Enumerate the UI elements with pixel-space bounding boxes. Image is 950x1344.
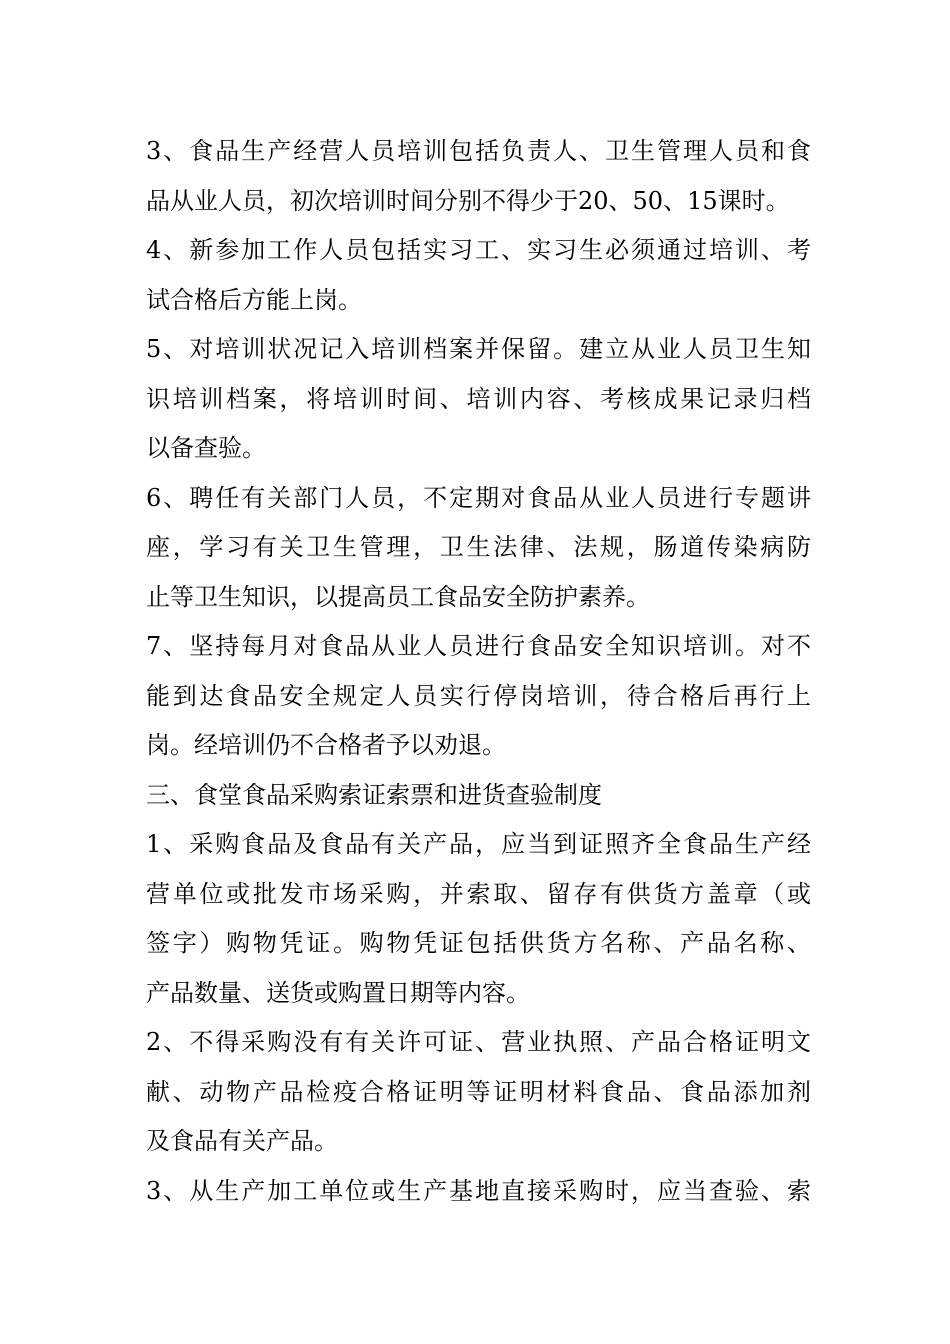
text-line: 5、对培训状况记入培训档案并保留。建立从业人员卫生知: [146, 335, 811, 363]
text-line: 3、从生产加工单位或生产基地直接采购时，应当查验、索: [146, 1176, 811, 1205]
paragraph-lectures: [146, 474, 811, 623]
text-line: 止等卫生知识，以提高员工食品安全防护素养。: [146, 582, 650, 611]
paragraph-training-hours: [146, 127, 811, 226]
text-line: 岗。经培训仍不合格者予以劝退。: [146, 731, 506, 759]
text-line: 及食品有关产品。: [146, 1127, 338, 1155]
text-line: 座，学习有关卫生管理，卫生法律、法规，肠道传染病防: [146, 533, 811, 561]
text-line: 能到达食品安全规定人员实行停岗培训，待合格后再行上: [146, 681, 811, 710]
text-line: 试合格后方能上岗。: [146, 285, 362, 314]
paragraph-new-staff: [146, 226, 811, 325]
text-line: 6、聘任有关部门人员，不定期对食品从业人员进行专题讲: [146, 483, 811, 512]
text-line: 识培训档案，将培训时间、培训内容、考核成果记录归档: [146, 384, 811, 413]
paragraph-monthly-training: [146, 622, 811, 771]
text-line: 品从业人员，初次培训时间分别不得少于20、50、15课时。: [146, 186, 790, 215]
text-line: 1、采购食品及食品有关产品，应当到证照齐全食品生产经: [146, 830, 811, 858]
text-line: 4、新参加工作人员包括实习工、实习生必须通过培训、考: [146, 236, 811, 264]
document-page: [146, 127, 811, 1216]
paragraph-training-records: [146, 325, 811, 474]
paragraph-purchase-restrictions: [146, 1018, 811, 1167]
section-heading-text: 三、食堂食品采购索证索票和进货查验制度: [146, 780, 602, 809]
text-line: 献、动物产品检疫合格证明等证明材料食品、食品添加剂: [146, 1077, 811, 1106]
section-heading: [146, 771, 811, 821]
text-line: 产品数量、送货或购置日期等内容。: [146, 978, 530, 1007]
text-line: 营单位或批发市场采购，并索取、留存有供货方盖章（或: [146, 879, 811, 908]
text-line: 7、坚持每月对食品从业人员进行食品安全知识培训。对不: [146, 632, 811, 660]
text-line: 2、不得采购没有有关许可证、营业执照、产品合格证明文: [146, 1028, 811, 1056]
text-line: 签字）购物凭证。购物凭证包括供货方名称、产品名称、: [146, 929, 811, 957]
text-line: 以备查验。: [146, 434, 266, 462]
paragraph-direct-purchase: [146, 1167, 811, 1217]
paragraph-purchase-sources: [146, 820, 811, 1018]
text-line: 3、食品生产经营人员培训包括负责人、卫生管理人员和食: [146, 137, 811, 165]
